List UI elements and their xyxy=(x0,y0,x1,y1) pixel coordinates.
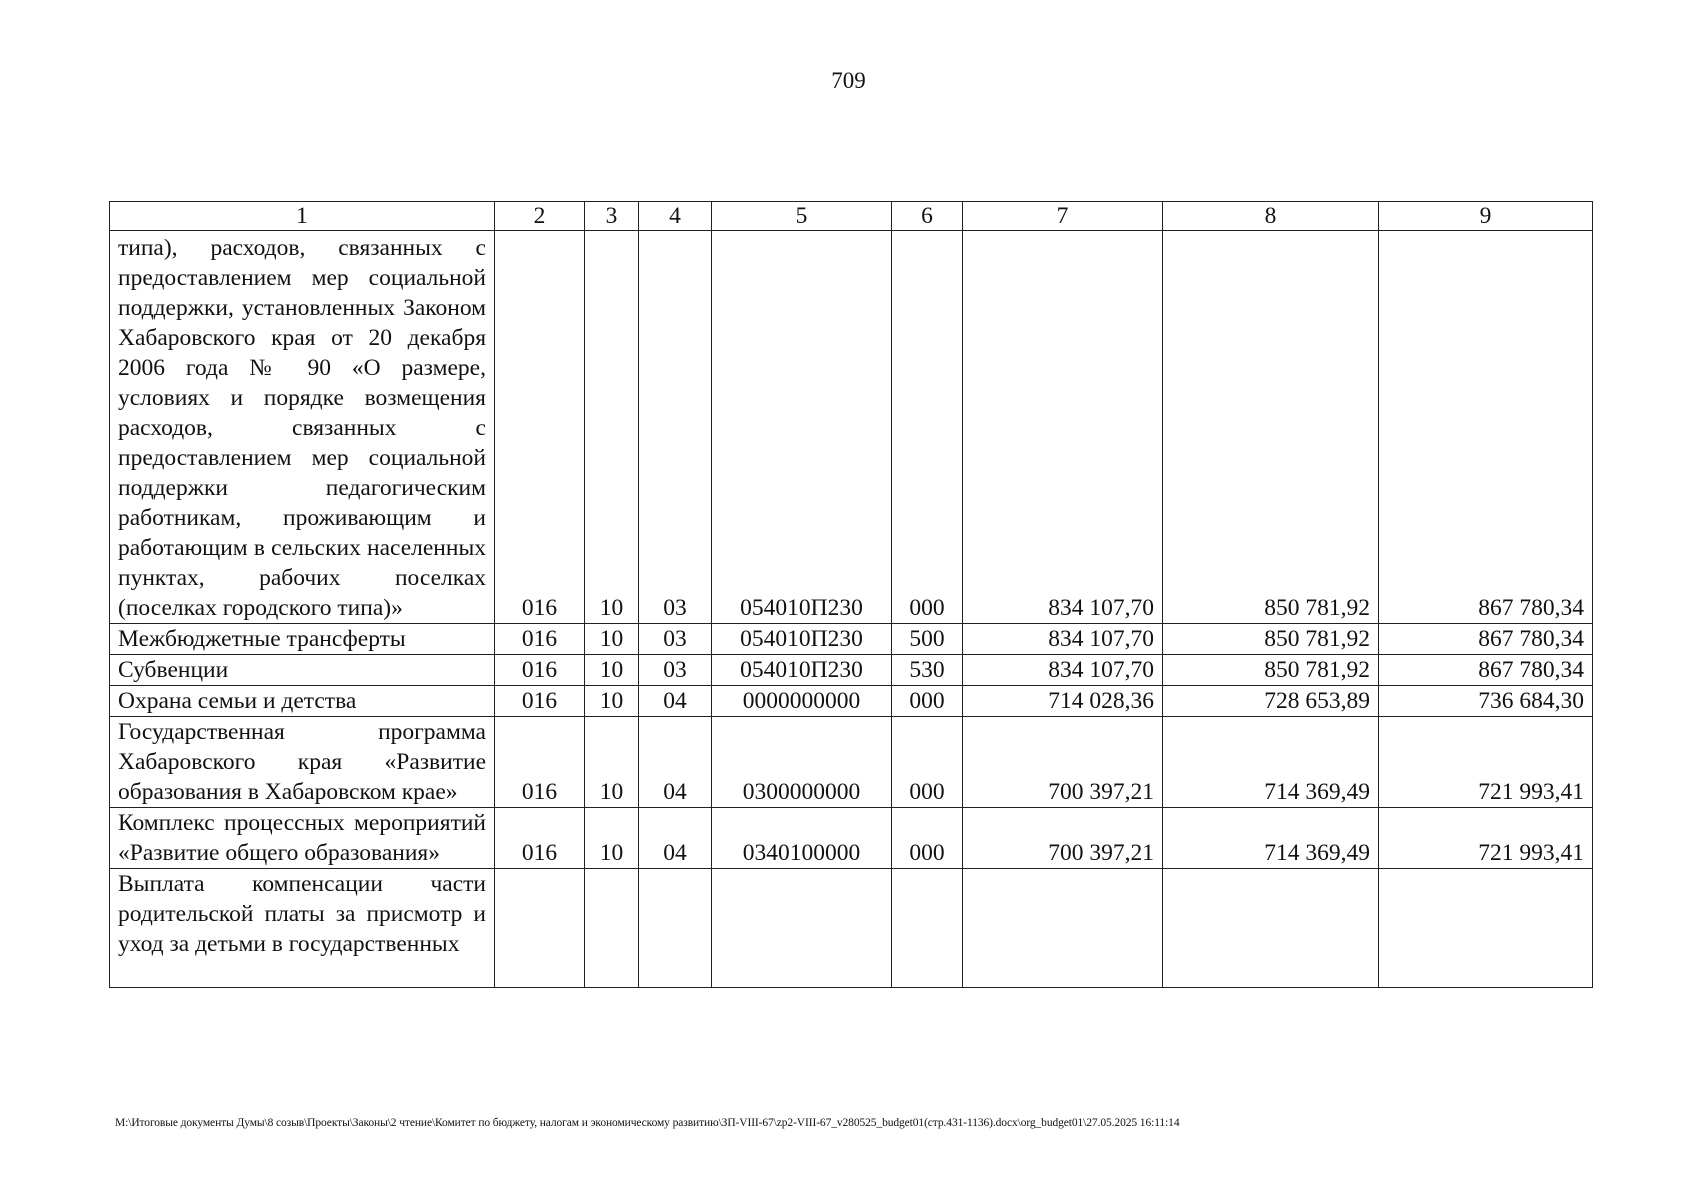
col-header-8: 8 xyxy=(1163,202,1379,231)
cell-gr: 016 xyxy=(495,231,585,624)
col-header-6: 6 xyxy=(892,202,963,231)
cell-amount-3: 721 993,41 xyxy=(1379,808,1593,869)
row-description: Комплекс процессных мероприятий «Развитие общего образования» xyxy=(110,808,495,869)
cell-csr xyxy=(712,869,892,988)
cell-rz: 10 xyxy=(585,624,639,655)
table-row xyxy=(110,717,1593,808)
cell-gr xyxy=(495,869,585,988)
cell-amount-2 xyxy=(1163,869,1379,988)
cell-rz xyxy=(585,869,639,988)
cell-amount-3: 736 684,30 xyxy=(1379,686,1593,717)
row-description: Охрана семьи и детства xyxy=(110,686,495,717)
col-header-9: 9 xyxy=(1379,202,1593,231)
cell-csr: 0340100000 xyxy=(712,808,892,869)
cell-pr: 03 xyxy=(639,655,712,686)
cell-vr: 000 xyxy=(892,686,963,717)
cell-vr: 500 xyxy=(892,624,963,655)
col-header-4: 4 xyxy=(639,202,712,231)
cell-gr: 016 xyxy=(495,717,585,808)
cell-amount-3: 867 780,34 xyxy=(1379,655,1593,686)
cell-vr xyxy=(892,869,963,988)
cell-amount-2: 714 369,49 xyxy=(1163,717,1379,808)
cell-vr: 000 xyxy=(892,717,963,808)
row-description: Субвенции xyxy=(110,655,495,686)
cell-pr: 03 xyxy=(639,231,712,624)
cell-gr: 016 xyxy=(495,624,585,655)
cell-csr: 054010П230 xyxy=(712,624,892,655)
cell-amount-1: 700 397,21 xyxy=(963,717,1163,808)
table-row xyxy=(110,869,1593,988)
cell-csr: 054010П230 xyxy=(712,231,892,624)
footer-file-path: M:\Итоговые документы Думы\8 созыв\Проекты\Законы\2 чтение\Комитет по бюджету, налогам и экономическому развитию\ЗП-VIII-67\zp2-VIII-67_v280525_budget01(стр.431-1136).docx\org_budget01\27.05.2025 16:11:14 xyxy=(115,1117,1180,1129)
cell-rz: 10 xyxy=(585,655,639,686)
table-row xyxy=(110,231,1593,624)
table-row xyxy=(110,655,1593,686)
cell-amount-1: 834 107,70 xyxy=(963,655,1163,686)
page-number: 709 xyxy=(831,68,866,93)
cell-gr: 016 xyxy=(495,686,585,717)
row-description: Межбюджетные трансферты xyxy=(110,624,495,655)
cell-rz: 10 xyxy=(585,231,639,624)
cell-amount-3: 867 780,34 xyxy=(1379,231,1593,624)
cell-amount-1: 834 107,70 xyxy=(963,624,1163,655)
budget-table xyxy=(109,201,1593,988)
cell-gr: 016 xyxy=(495,655,585,686)
col-header-2: 2 xyxy=(495,202,585,231)
cell-vr: 000 xyxy=(892,231,963,624)
row-description: Выплата компенсации части родительской платы за присмотр и уход за детьми в государственных xyxy=(110,869,495,988)
cell-pr: 03 xyxy=(639,624,712,655)
cell-rz: 10 xyxy=(585,717,639,808)
cell-csr: 0300000000 xyxy=(712,717,892,808)
col-header-1: 1 xyxy=(110,202,495,231)
cell-vr: 530 xyxy=(892,655,963,686)
cell-pr xyxy=(639,869,712,988)
cell-amount-3 xyxy=(1379,869,1593,988)
cell-pr: 04 xyxy=(639,808,712,869)
col-header-3: 3 xyxy=(585,202,639,231)
cell-amount-1: 714 028,36 xyxy=(963,686,1163,717)
cell-gr: 016 xyxy=(495,808,585,869)
row-description: типа), расходов, связанных с предоставлением мер социальной поддержки, установленных Законом Хабаровского края от 20 декабря 2006 года № 90 «О размере, условиях и порядке возмещения расходов, связанных с предоставлением мер социальной поддержки педагогическим работникам, проживающим и работающим в сельских населенных пунктах, рабочих поселках (поселках городского типа)» xyxy=(110,231,495,624)
cell-amount-1 xyxy=(963,869,1163,988)
row-description: Государственная программа Хабаровского края «Развитие образования в Хабаровском крае» xyxy=(110,717,495,808)
cell-csr: 0000000000 xyxy=(712,686,892,717)
table-row xyxy=(110,808,1593,869)
table-row xyxy=(110,624,1593,655)
cell-amount-2: 714 369,49 xyxy=(1163,808,1379,869)
cell-amount-2: 728 653,89 xyxy=(1163,686,1379,717)
cell-amount-2: 850 781,92 xyxy=(1163,624,1379,655)
cell-amount-3: 867 780,34 xyxy=(1379,624,1593,655)
cell-amount-3: 721 993,41 xyxy=(1379,717,1593,808)
cell-rz: 10 xyxy=(585,686,639,717)
cell-pr: 04 xyxy=(639,686,712,717)
cell-rz: 10 xyxy=(585,808,639,869)
cell-amount-2: 850 781,92 xyxy=(1163,231,1379,624)
cell-amount-1: 834 107,70 xyxy=(963,231,1163,624)
cell-pr: 04 xyxy=(639,717,712,808)
cell-csr: 054010П230 xyxy=(712,655,892,686)
header-row xyxy=(110,202,1593,231)
cell-amount-1: 700 397,21 xyxy=(963,808,1163,869)
col-header-7: 7 xyxy=(963,202,1163,231)
table-row xyxy=(110,686,1593,717)
cell-vr: 000 xyxy=(892,808,963,869)
cell-amount-2: 850 781,92 xyxy=(1163,655,1379,686)
col-header-5: 5 xyxy=(712,202,892,231)
